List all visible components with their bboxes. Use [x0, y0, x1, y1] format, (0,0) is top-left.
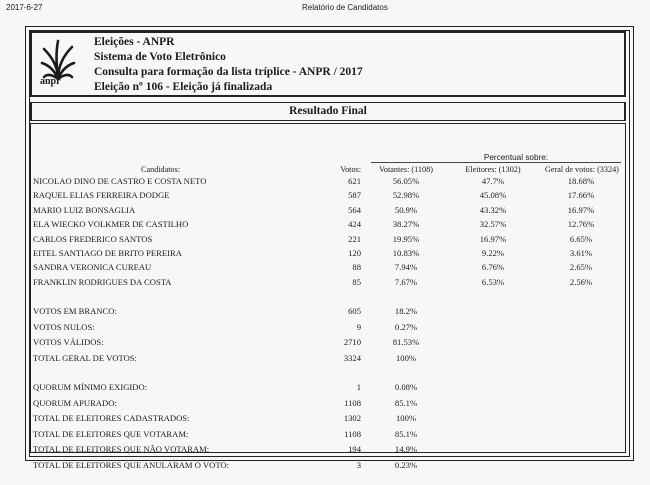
candidate-votos: 587: [348, 190, 361, 201]
candidate-pct-eleitores: 6.76%: [481, 262, 505, 273]
candidate-pct-eleitores: 43.32%: [479, 204, 507, 215]
total-pct: 81.53%: [392, 337, 420, 347]
candidate-pct-eleitores: 6.53%: [481, 276, 505, 287]
candidate-pct-geral: 12.76%: [567, 219, 595, 230]
total-label: TOTAL GERAL DE VOTOS:: [33, 352, 137, 363]
quorum-votos: 1: [356, 382, 361, 392]
total-pct: 18.2%: [394, 306, 418, 316]
candidate-name: ELA WIECKO VOLKMER DE CASTILHO: [33, 219, 189, 230]
quorum-label: QUORUM APURADO:: [33, 397, 117, 408]
total-votos: 2710: [343, 337, 361, 347]
quorum-label: TOTAL DE ELEITORES QUE VOTARAM:: [33, 428, 189, 439]
quorum-pct: 85.1%: [394, 397, 418, 408]
total-votos: 3324: [343, 352, 361, 363]
candidate-votos: 85: [352, 276, 361, 287]
candidate-pct-votantes: 56.05%: [392, 176, 420, 186]
header-system: Sistema de Voto Eletrônico: [94, 51, 226, 63]
header-consulta: Consulta para formação da lista tríplice - ANPR / 2017: [94, 66, 363, 78]
quorum-label: TOTAL DE ELEITORES CADASTRADOS:: [33, 413, 190, 423]
candidate-pct-votantes: 50.9%: [394, 204, 418, 215]
candidate-votos: 564: [348, 204, 361, 215]
total-votos: 605: [348, 306, 361, 316]
candidate-pct-votantes: 38.27%: [392, 219, 420, 230]
candidate-pct-votantes: 10.83%: [392, 248, 420, 258]
candidate-pct-geral: 17.66%: [567, 190, 595, 201]
candidate-name: CARLOS FREDERICO SANTOS: [33, 233, 153, 244]
result-title-box: [30, 102, 626, 121]
total-label: VOTOS NULOS:: [33, 321, 95, 332]
total-votos: 9: [356, 321, 361, 332]
total-pct: 0.27%: [394, 321, 418, 332]
quorum-votos: 1108: [344, 428, 361, 439]
report-frame: [25, 26, 634, 470]
candidate-votos: 120: [348, 248, 361, 258]
candidate-pct-geral: 3.61%: [569, 248, 593, 258]
print-title: Relatório de Candidatos: [302, 3, 388, 12]
candidate-pct-eleitores: 32.57%: [479, 219, 507, 230]
report-header: [30, 31, 626, 97]
candidate-name: NICOLAO DINO DE CASTRO E COSTA NETO: [33, 176, 207, 186]
candidate-votos: 621: [348, 176, 361, 186]
quorum-pct: 85.1%: [394, 428, 418, 439]
candidate-name: RAQUEL ELIAS FERREIRA DODGE: [33, 190, 170, 201]
candidate-name: FRANKLIN RODRIGUES DA COSTA: [33, 276, 172, 287]
col-header-votos: Votos:: [340, 165, 361, 174]
print-date: 2017-6-27: [6, 3, 43, 12]
candidate-name: EITEL SANTIAGO DE BRITO PEREIRA: [33, 248, 182, 258]
quorum-label: TOTAL DE ELEITORES QUE ANULARAM O VOTO:: [33, 459, 230, 470]
total-label: VOTOS EM BRANCO:: [33, 306, 117, 316]
header-org: Eleições - ANPR: [94, 36, 175, 48]
candidate-pct-votantes: 7.67%: [394, 276, 418, 287]
candidate-pct-geral: 6.65%: [569, 233, 593, 244]
results-table: [30, 123, 626, 470]
candidate-pct-geral: 18.68%: [567, 176, 595, 186]
candidate-pct-eleitores: 16.97%: [479, 233, 507, 244]
total-label: VOTOS VÁLIDOS:: [33, 337, 104, 347]
candidate-pct-geral: 16.97%: [567, 204, 595, 215]
candidate-pct-votantes: 7.94%: [394, 262, 418, 273]
quorum-votos: 1302: [343, 413, 361, 423]
candidate-votos: 221: [348, 233, 361, 244]
col-header-candidatos: Candidatos:: [141, 165, 181, 174]
col-header-geral: Geral de votos: (3324): [545, 165, 619, 174]
total-pct: 100%: [395, 352, 417, 363]
percentual-header: Percentual sobre:: [483, 153, 549, 162]
quorum-pct: 0.23%: [394, 459, 418, 470]
candidate-votos: 424: [348, 219, 361, 230]
quorum-votos: 194: [348, 444, 361, 454]
col-header-votantes: Votantes: (1108): [379, 165, 433, 174]
header-election: Eleição nº 106 - Eleição já finalizada: [94, 81, 273, 93]
quorum-votos: 1108: [344, 397, 361, 408]
quorum-votos: 3: [356, 459, 361, 470]
quorum-label: QUORUM MÍNIMO EXIGIDO:: [33, 382, 148, 392]
candidate-pct-eleitores: 9.22%: [481, 248, 505, 258]
candidate-votos: 88: [352, 262, 361, 273]
quorum-pct: 100%: [395, 413, 417, 423]
percentual-divider: [371, 162, 621, 163]
candidate-pct-eleitores: 45.08%: [479, 190, 507, 201]
quorum-pct: 14.9%: [394, 444, 418, 454]
candidate-name: SANDRA VERONICA CUREAU: [33, 262, 152, 273]
section-title: Resultado Final: [289, 105, 367, 117]
candidate-pct-votantes: 19.95%: [392, 233, 420, 244]
candidate-pct-geral: 2.65%: [569, 262, 593, 273]
logo-text: anpr: [40, 76, 61, 87]
candidate-pct-eleitores: 47.7%: [481, 176, 505, 186]
candidate-pct-geral: 2.56%: [569, 276, 593, 287]
col-header-eleitores: Eleitores: (1302): [465, 165, 521, 174]
quorum-label: TOTAL DE ELEITORES QUE NÃO VOTARAM:: [33, 444, 210, 454]
candidate-pct-votantes: 52.98%: [392, 190, 420, 201]
quorum-pct: 0.08%: [394, 382, 418, 392]
candidate-name: MARIO LUIZ BONSAGLIA: [33, 204, 136, 215]
